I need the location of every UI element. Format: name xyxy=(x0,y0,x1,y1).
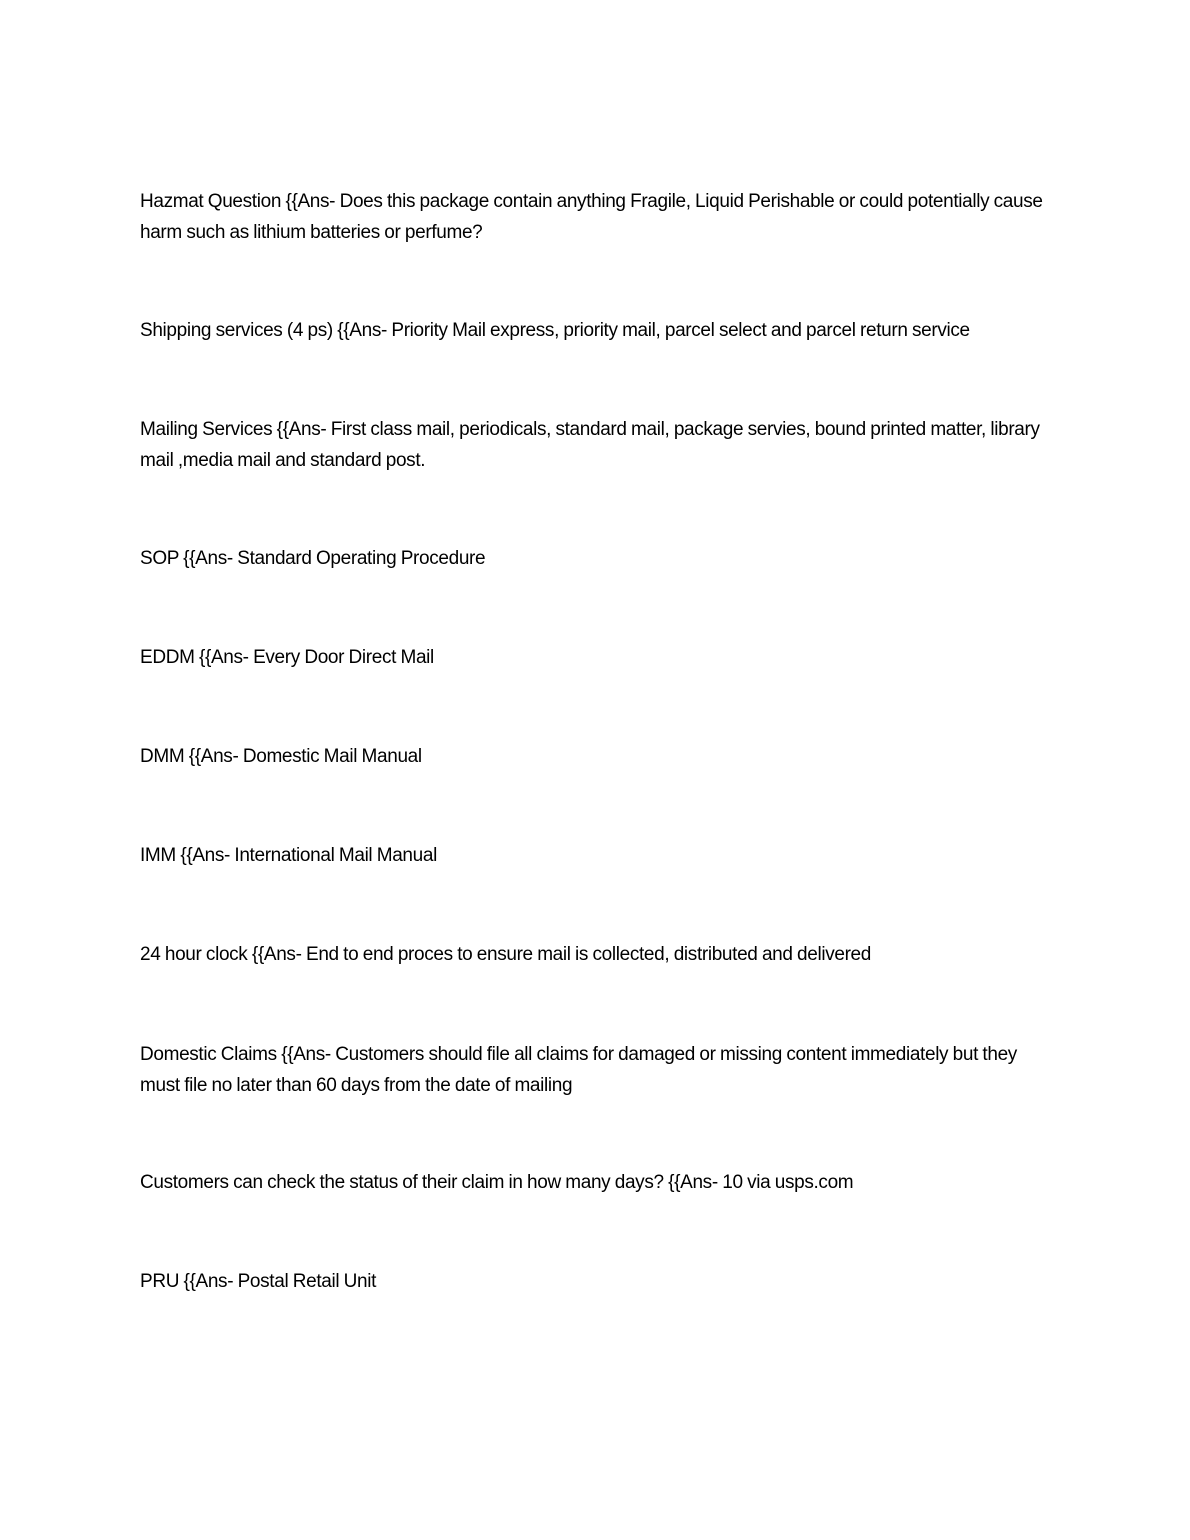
question-text: 24 hour clock xyxy=(140,944,248,965)
qa-item-imm xyxy=(140,840,1060,871)
answer-text: {{Ans- First class mail, periodicals, standard mail, package servies, bound printed matter, library mail ,media mail and standard post. xyxy=(140,419,1040,471)
qa-item-24-hour-clock xyxy=(140,939,1060,970)
question-text: Shipping services (4 ps) xyxy=(140,320,333,341)
qa-item-shipping-services xyxy=(140,315,1060,346)
answer-text: {{Ans- Postal Retail Unit xyxy=(183,1271,377,1292)
question-text: IMM xyxy=(140,845,176,866)
answer-text: {{Ans- End to end proces to ensure mail is collected, distributed and delivered xyxy=(251,944,871,965)
answer-text: {{Ans- Standard Operating Procedure xyxy=(183,548,486,569)
question-text: DMM xyxy=(140,746,185,767)
answer-text: {{Ans- Does this package contain anything Fragile, Liquid Perishable or could potentially cause harm such as lithium batteries or perfume? xyxy=(140,191,1043,243)
qa-item-hazmat-question xyxy=(140,186,1060,248)
qa-item-claim-status xyxy=(140,1167,1060,1198)
question-text: Hazmat Question xyxy=(140,191,282,212)
qa-item-dmm xyxy=(140,741,1060,772)
qa-item-eddm xyxy=(140,642,1060,673)
answer-text: {{Ans- Priority Mail express, priority mail, parcel select and parcel return service xyxy=(337,320,970,341)
question-text: EDDM xyxy=(140,647,195,668)
answer-text: {{Ans- International Mail Manual xyxy=(180,845,437,866)
qa-item-mailing-services xyxy=(140,414,1060,476)
question-text: SOP xyxy=(140,548,179,569)
answer-text: {{Ans- Domestic Mail Manual xyxy=(188,746,422,767)
question-text: Domestic Claims xyxy=(140,1044,277,1065)
answer-text: {{Ans- 10 via usps.com xyxy=(668,1172,854,1193)
qa-item-pru xyxy=(140,1266,1060,1297)
question-text: PRU xyxy=(140,1271,180,1292)
question-text: Mailing Services xyxy=(140,419,273,440)
qa-item-sop xyxy=(140,543,1060,574)
question-text: Customers can check the status of their claim in how many days? xyxy=(140,1172,664,1193)
answer-text: {{Ans- Every Door Direct Mail xyxy=(198,647,434,668)
qa-item-domestic-claims xyxy=(140,1039,1060,1101)
answer-text: {{Ans- Customers should file all claims for damaged or missing content immediately but they must file no later than 60 days from the date of mailing xyxy=(140,1044,1017,1096)
